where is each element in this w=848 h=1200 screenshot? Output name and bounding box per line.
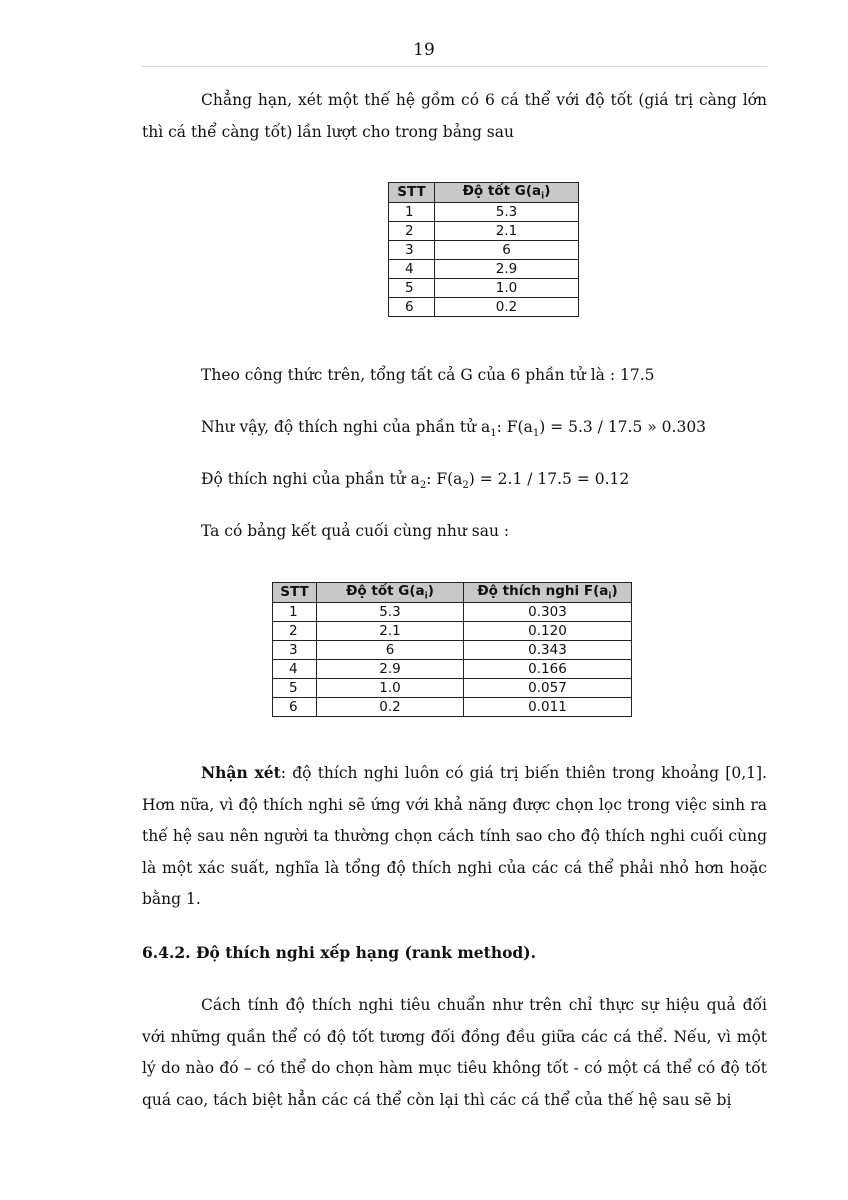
fitness-a1-line: Như vậy, độ thích nghi của phần tử $a_1$: $F(a_1) = 5.3 / 17.5$ » 0.303 bbox=[201, 418, 707, 440]
table-row bbox=[273, 602, 632, 621]
column-header-adaptation: Độ thích nghi $F(a_i)$ bbox=[464, 583, 632, 603]
table-cell: 6 bbox=[273, 697, 317, 716]
rank-method-paragraph: Cách tính độ thích nghi tiêu chuẩn như trên chỉ thực sự hiệu quả đối với những quần thể có độ tốt tương đối đồng đều giữa các cá thể. Nếu, vì một lý do nào đó – có thể do chọn hàm mục tiêu không tốt - có một cá thể có độ tốt quá cao, tách biệt hẳn các cá thể còn lại thì các cá thể của thế hệ sau sẽ bị bbox=[142, 996, 767, 1109]
table-cell: 3 bbox=[273, 640, 317, 659]
header-rule bbox=[142, 66, 767, 67]
table-row bbox=[389, 240, 579, 259]
column-header-fitness: Độ tốt $G(a_i)$ bbox=[317, 583, 464, 603]
table-cell: 6 bbox=[317, 640, 464, 659]
table-row bbox=[273, 678, 632, 697]
table-cell: 5.3 bbox=[435, 202, 579, 221]
table-cell: 2.1 bbox=[317, 621, 464, 640]
remark-label: Nhận xét bbox=[201, 763, 281, 782]
table-cell: 0.166 bbox=[464, 659, 632, 678]
fitness-table bbox=[388, 182, 579, 317]
table-cell: 0.120 bbox=[464, 621, 632, 640]
table-cell: 4 bbox=[389, 259, 435, 278]
table-cell: 1.0 bbox=[317, 678, 464, 697]
table-row bbox=[389, 202, 579, 221]
column-header-fitness: Độ tốt $G(a_i)$ bbox=[435, 183, 579, 203]
table-row bbox=[389, 259, 579, 278]
table-cell: 0.303 bbox=[464, 602, 632, 621]
table-cell: 5 bbox=[389, 278, 435, 297]
table-cell: 1.0 bbox=[435, 278, 579, 297]
table-cell: 1 bbox=[389, 202, 435, 221]
section-heading: 6.4.2. Độ thích nghi xếp hạng (rank method). bbox=[142, 943, 537, 962]
column-header-stt: STT bbox=[273, 583, 317, 603]
table-row bbox=[273, 640, 632, 659]
table-header-row bbox=[389, 183, 579, 203]
table-cell: 2.9 bbox=[317, 659, 464, 678]
intro-paragraph: Chẳng hạn, xét một thế hệ gồm có 6 cá thể với độ tốt (giá trị càng lớn thì cá thể càng tốt) lần lượt cho trong bảng sau bbox=[142, 91, 767, 141]
table-cell: 6 bbox=[389, 297, 435, 316]
remark-paragraph bbox=[142, 757, 767, 916]
result-intro-line: Ta có bảng kết quả cuối cùng như sau : bbox=[201, 522, 510, 540]
table-row bbox=[389, 297, 579, 316]
table-cell: 2.1 bbox=[435, 221, 579, 240]
table-cell: 2 bbox=[389, 221, 435, 240]
table-cell: 4 bbox=[273, 659, 317, 678]
table-cell: 0.2 bbox=[317, 697, 464, 716]
table-row bbox=[389, 221, 579, 240]
table-cell: 5.3 bbox=[317, 602, 464, 621]
table-cell: 6 bbox=[435, 240, 579, 259]
table-cell: 0.011 bbox=[464, 697, 632, 716]
table-row bbox=[389, 278, 579, 297]
fitness-a2-line: Độ thích nghi của phần tử $a_2$: $F(a_2) = 2.1 / 17.5 = 0.12$ bbox=[201, 470, 630, 492]
page-number: 19 bbox=[413, 40, 435, 60]
table-row bbox=[273, 621, 632, 640]
table-cell: 3 bbox=[389, 240, 435, 259]
table-cell: 0.343 bbox=[464, 640, 632, 659]
table-cell: 2.9 bbox=[435, 259, 579, 278]
table-cell: 0.057 bbox=[464, 678, 632, 697]
table-cell: 2 bbox=[273, 621, 317, 640]
result-table bbox=[272, 582, 632, 717]
table-row bbox=[273, 659, 632, 678]
table-cell: 0.2 bbox=[435, 297, 579, 316]
sum-line: Theo công thức trên, tổng tất cả G của 6 phần tử là : 17.5 bbox=[201, 366, 655, 384]
table-row bbox=[273, 697, 632, 716]
column-header-stt: STT bbox=[389, 183, 435, 203]
remark-text: : độ thích nghi luôn có giá trị biến thiên trong khoảng [0,1]. Hơn nữa, vì độ thích nghi sẽ ứng với khả năng được chọn lọc trong việc sinh ra thế hệ sau nên người ta thường chọn cách tính sao cho độ thích nghi cuối cùng là một xác suất, nghĩa là tổng độ thích nghi của các cá thể phải nhỏ hơn hoặc bằng 1. bbox=[142, 764, 767, 908]
table-header-row bbox=[273, 583, 632, 603]
table-cell: 5 bbox=[273, 678, 317, 697]
table-cell: 1 bbox=[273, 602, 317, 621]
